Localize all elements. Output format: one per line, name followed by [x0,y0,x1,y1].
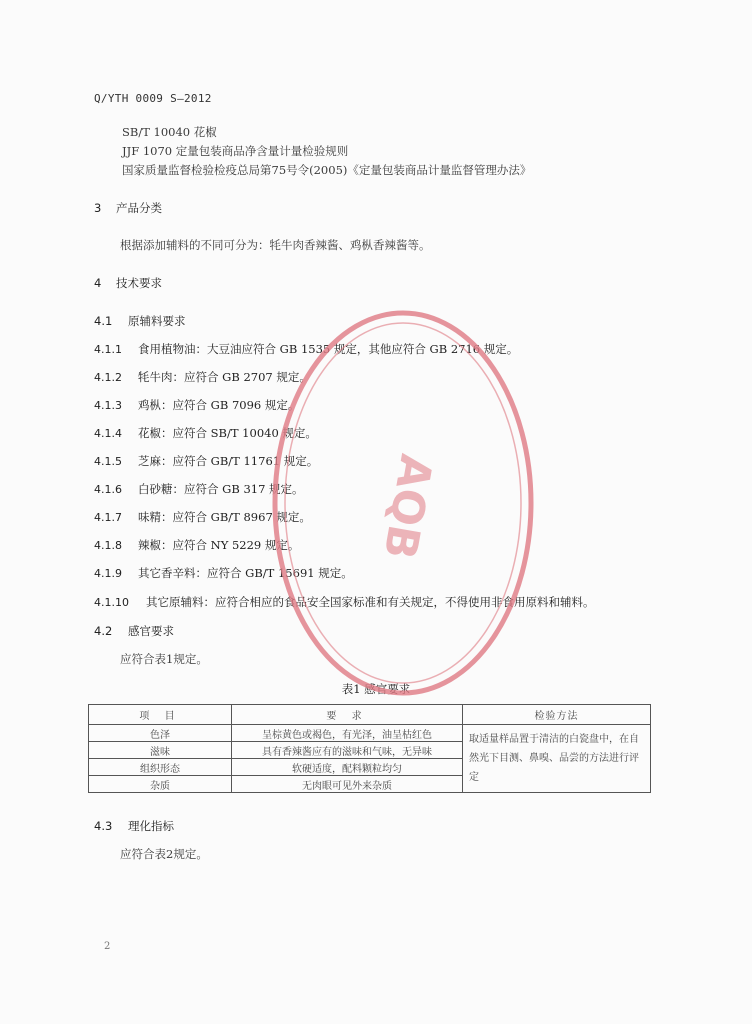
item-text: 味精：应符合 GB/T 8967 规定。 [138,510,311,524]
section-number: 4.1 [94,314,113,328]
item-number: 4.1.4 [94,427,122,440]
section-4-2-heading [94,623,174,639]
item-text: 芝麻：应符合 GB/T 11761 规定。 [138,454,319,468]
requirement-item [94,594,595,610]
item-number: 4.1.8 [94,539,122,552]
table-cell-requirement: 软硬适度，配料颗粒均匀 [232,759,463,776]
item-text: 鸡枞：应符合 GB 7096 规定。 [138,398,300,412]
item-text: 牦牛肉：应符合 GB 2707 规定。 [138,370,311,384]
item-number: 4.1.1 [94,343,122,356]
table-row [89,725,651,742]
section-title: 技术要求 [116,276,162,290]
table-cell-requirement: 无肉眼可见外来杂质 [232,776,463,793]
sensory-requirements-table [88,704,651,793]
reference-item: 国家质量监督检验检疫总局第75号令(2005)《定量包装商品计量监督管理办法》 [122,163,532,177]
section-3-text: 根据添加辅料的不同可分为：牦牛肉香辣酱、鸡枞香辣酱等。 [120,238,431,252]
standard-code: Q/YTH 0009 S—2012 [94,92,212,105]
section-title: 原辅料要求 [128,314,186,328]
table-cell-item: 杂质 [89,776,232,793]
table-cell-item: 滋味 [89,742,232,759]
table-cell-requirement: 呈棕黄色或褐色，有光泽，油呈枯红色 [232,725,463,742]
section-number: 4 [94,276,102,290]
section-4-3-text: 应符合表2规定。 [120,847,208,861]
table-cell-item: 组织形态 [89,759,232,776]
table-cell-requirement: 具有香辣酱应有的滋味和气味，无异味 [232,742,463,759]
section-4-2-text: 应符合表1规定。 [120,652,208,666]
requirement-item [94,453,318,469]
section-number: 4.2 [94,624,113,638]
requirement-item [94,341,518,357]
requirement-item [94,369,311,385]
section-title: 理化指标 [128,819,174,833]
section-4-3-heading [94,818,174,834]
requirement-item [94,481,304,497]
table-header-cell: 要 求 [232,705,463,725]
item-number: 4.1.10 [94,596,129,609]
section-4-1-heading [94,313,186,329]
item-text: 食用植物油：大豆油应符合 GB 1535 规定，其他应符合 GB 2716 规定。 [138,342,519,356]
requirement-item [94,397,299,413]
section-number: 3 [94,201,102,215]
item-text: 辣椒：应符合 NY 5229 规定。 [138,538,300,552]
stamp-text: AQB [373,450,442,563]
section-3-heading [94,200,162,216]
item-text: 其它香辛料：应符合 GB/T 15691 规定。 [138,566,353,580]
table-cell-item: 色泽 [89,725,232,742]
requirement-item [94,565,353,581]
reference-item: SB/T 10040 花椒 [122,125,217,139]
item-number: 4.1.9 [94,567,122,580]
requirement-item [94,509,311,525]
item-number: 4.1.6 [94,483,122,496]
section-title: 感官要求 [128,624,174,638]
reference-item: JJF 1070 定量包装商品净含量计量检验规则 [122,144,349,158]
item-text: 白砂糖：应符合 GB 317 规定。 [138,482,304,496]
item-text: 花椒：应符合 SB/T 10040 规定。 [138,426,317,440]
table-cell-method: 取适量样品置于清洁的白瓷盘中，在自然光下目测、鼻嗅、品尝的方法进行评定 [463,725,651,793]
section-title: 产品分类 [116,201,162,215]
company-seal-stamp [268,306,538,701]
table-header-cell: 项 目 [89,705,232,725]
item-number: 4.1.7 [94,511,122,524]
table-caption: 表1 感官要求 [341,682,411,696]
requirement-item [94,425,317,441]
item-number: 4.1.3 [94,399,122,412]
item-number: 4.1.5 [94,455,122,468]
requirement-item [94,537,299,553]
table-header-cell: 检验方法 [463,705,651,725]
section-4-heading [94,275,162,291]
item-number: 4.1.2 [94,371,122,384]
item-text: 其它原辅料：应符合相应的食品安全国家标准和有关规定，不得使用非食用原料和辅料。 [146,595,595,609]
section-number: 4.3 [94,819,113,833]
table-header-row [89,705,651,725]
page-number: 2 [104,941,111,952]
